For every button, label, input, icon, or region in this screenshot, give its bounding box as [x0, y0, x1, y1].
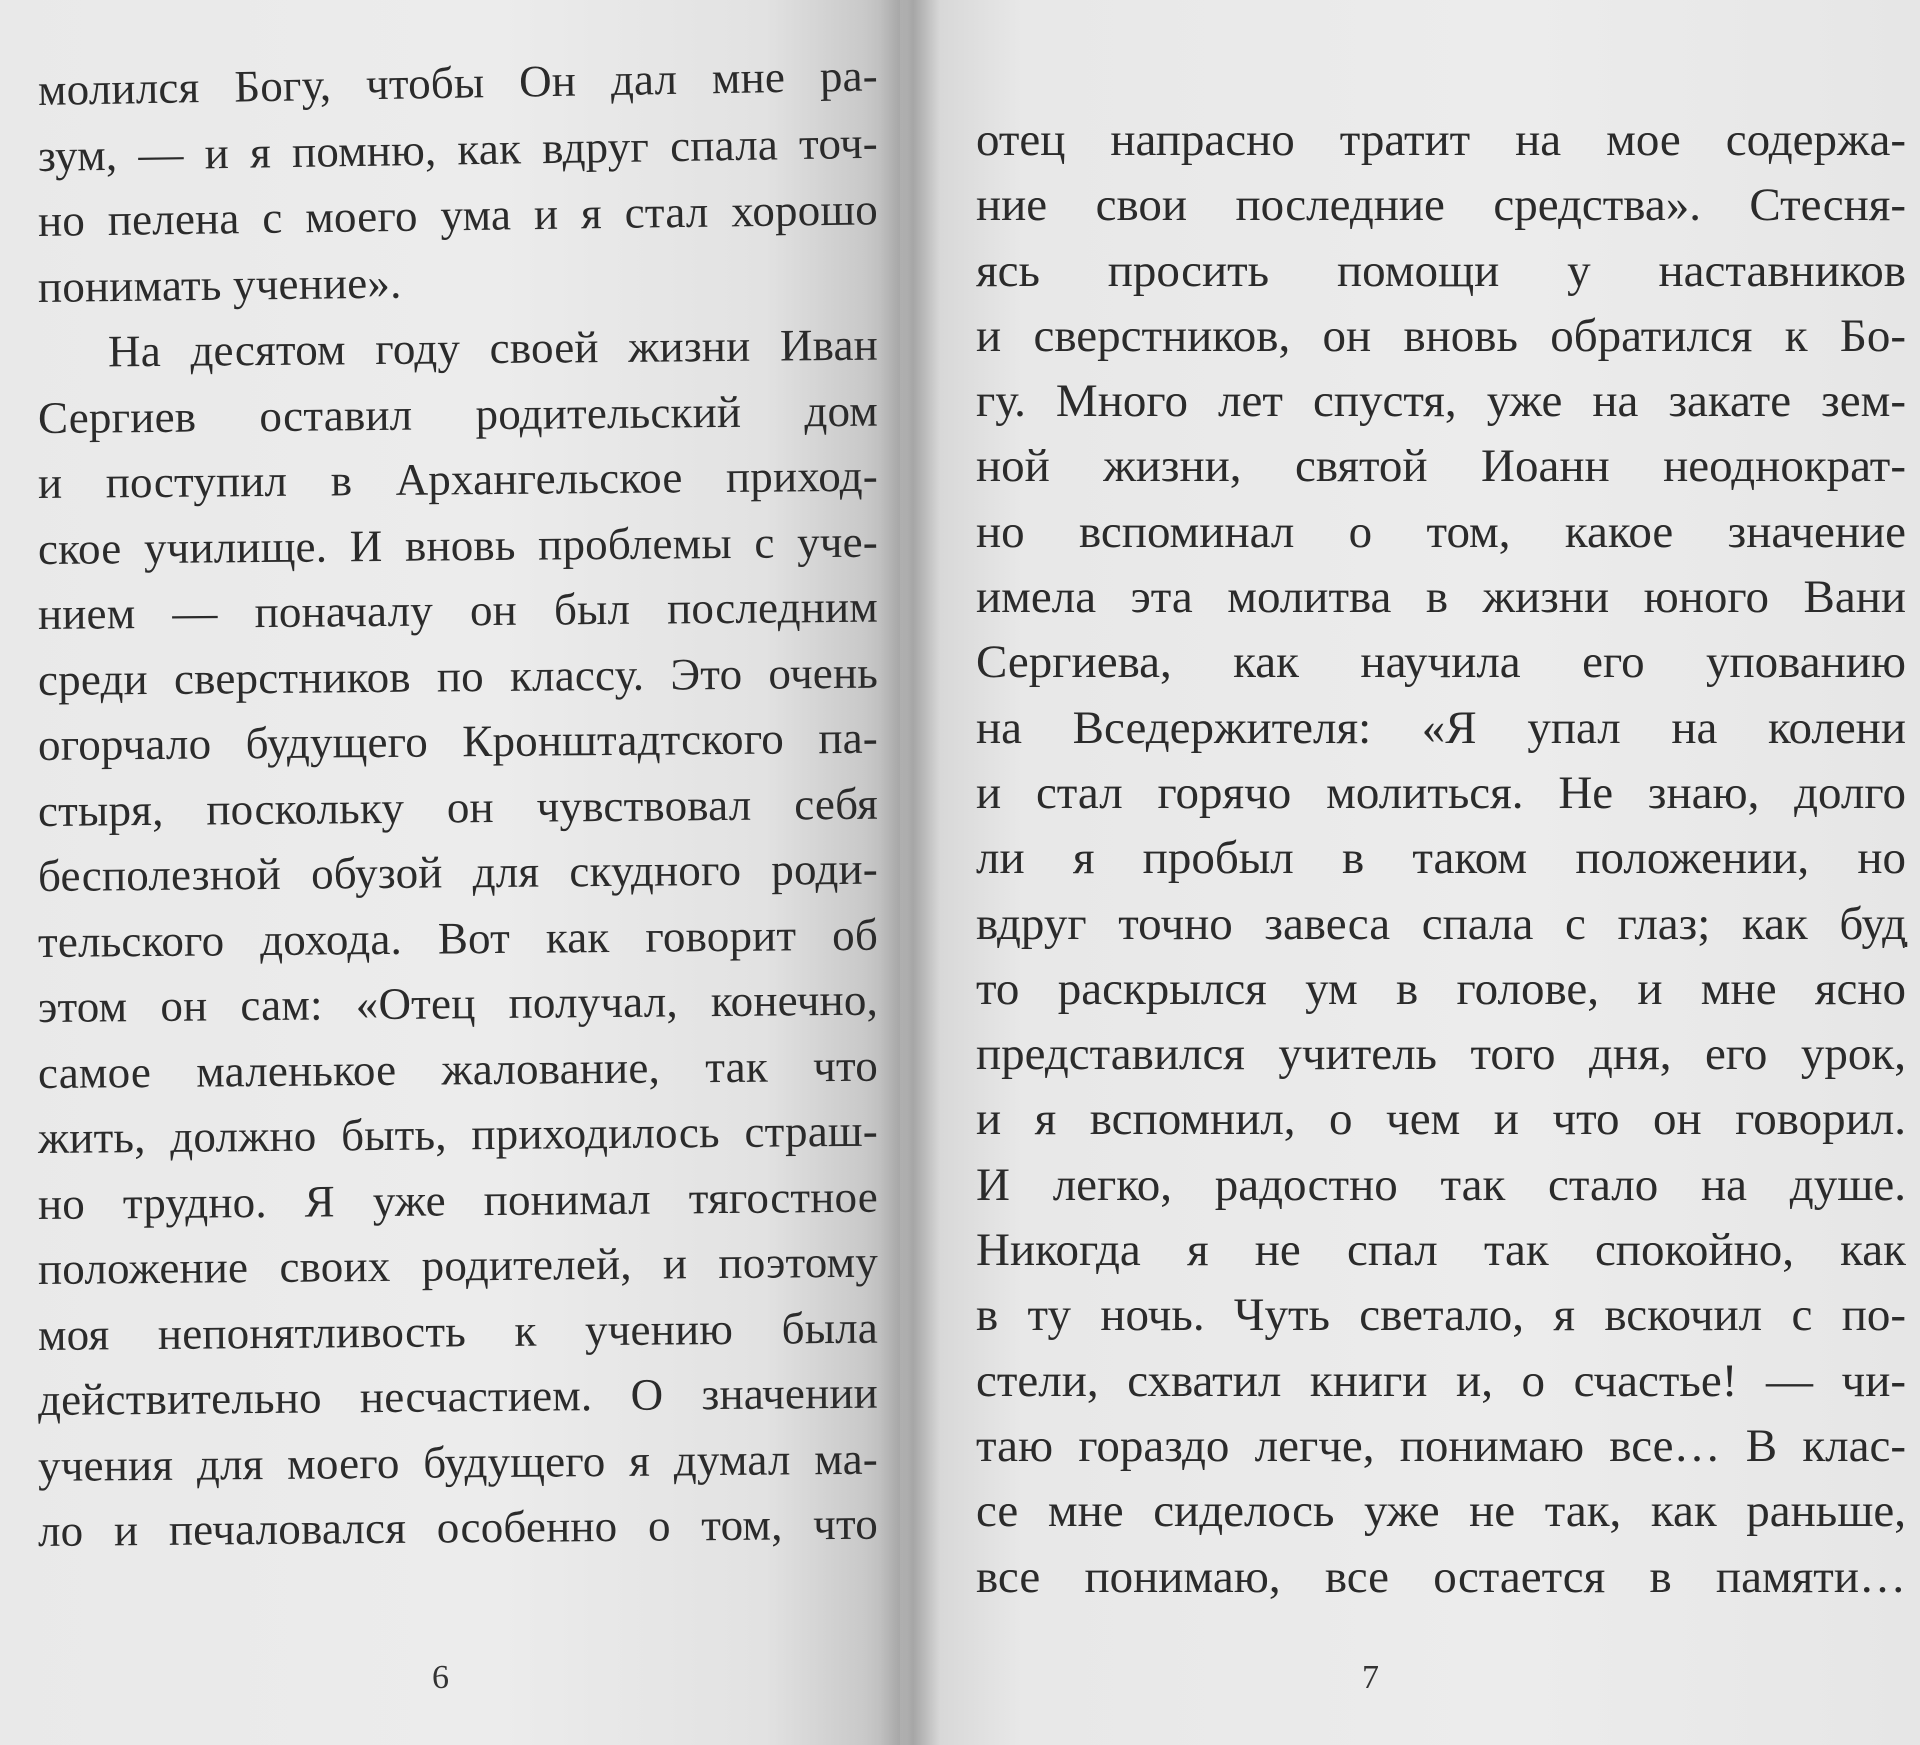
text-line: учения для моего будущего я думал ма-: [37, 1433, 879, 1491]
text-line: се мне сиделось уже не так, как раньше,: [976, 1485, 1906, 1538]
text-line: положение своих родителей, и поэтому: [37, 1236, 879, 1294]
text-line: тельского дохода. Вот как говорит об: [37, 909, 879, 967]
text-line: действительно несчастием. О значении: [37, 1367, 879, 1425]
text-line: гу. Много лет спустя, уже на закате зем-: [976, 375, 1906, 428]
text-line: вдруг точно завеса спала с глаз; как будֽ: [976, 897, 1906, 950]
text-line: ли я пробыл в таком положении, но: [976, 832, 1906, 885]
text-line: И легко, радостно так стало на душе.: [976, 1158, 1906, 1211]
text-line: имела эта молитва в жизни юного Вани: [976, 571, 1906, 624]
text-line: жить, должно быть, приходилось страш-: [37, 1105, 879, 1163]
text-line: ясь просить помощи у наставников: [976, 244, 1906, 297]
text-line: ское училище. И вновь проблемы с уче-: [37, 516, 879, 574]
text-line: и поступил в Архангельское приход-: [37, 450, 879, 508]
text-line: Сергиев оставил родительский дом: [37, 385, 879, 443]
left-page: [0, 0, 900, 1745]
text-line: в ту ночь. Чуть светало, я вскочил с по-: [976, 1289, 1906, 1342]
text-line: моя непонятливость к учению была: [37, 1302, 879, 1360]
page-number-left: 6: [432, 1659, 449, 1696]
text-line: и стал горячо молиться. Не знаю, долго: [976, 766, 1906, 819]
text-line: и сверстников, он вновь обратился к Бо-: [976, 309, 1906, 362]
text-line: бесполезной обузой для скудного роди-: [37, 843, 879, 901]
text-line: таю гораздо легче, понимаю все… В клас-: [976, 1419, 1906, 1472]
text-line: Никогда я не спал так спокойно, как: [976, 1224, 1906, 1277]
text-line: ло и печаловался особенно о том, что: [37, 1498, 879, 1556]
text-line: Сергиева, как научила его упованию: [976, 636, 1906, 689]
text-line: понимать учение».: [37, 257, 402, 312]
text-line: молился Богу, чтобы Он дал мне ра-: [37, 50, 879, 115]
text-line: этом он сам: «Отец получал, конечно,: [37, 974, 879, 1032]
text-line: представился учитель того дня, его урок,: [976, 1028, 1906, 1081]
text-line: но вспоминал о том, какое значение: [976, 505, 1906, 558]
left-page-text: [37, 50, 879, 1565]
text-line: то раскрылся ум в голове, и мне ясно: [976, 962, 1906, 1015]
text-line: ние свои последние средства». Стесня-: [976, 179, 1906, 232]
text-line: все понимаю, все остается в памяти…: [976, 1550, 1906, 1603]
text-line: самое маленькое жалование, так что: [37, 1040, 879, 1098]
text-line: на Вседержителя: «Я упал на колени: [976, 701, 1906, 754]
text-line: но пелена с моего ума и я стал хорошо: [37, 184, 879, 246]
text-line: стели, схватил книги и, о счастье! — чи-: [976, 1354, 1906, 1407]
text-line: огорчало будущего Кронштадтского па-: [37, 712, 879, 770]
text-line: и я вспомнил, о чем и что он говорил.: [976, 1093, 1906, 1146]
text-line: но трудно. Я уже понимал тягостное: [37, 1171, 879, 1229]
text-line: стыря, поскольку он чувствовал себя: [37, 778, 879, 836]
text-line: среди сверстников по классу. Это очень: [37, 647, 879, 705]
text-line: отец напрасно тратит на мое содержа-: [976, 114, 1906, 166]
right-page: [900, 0, 1920, 1745]
text-line: ной жизни, святой Иоанн неоднократ-: [976, 440, 1906, 493]
text-line: зум, — и я помню, как вдруг спала точ-: [37, 117, 879, 181]
right-page-text: [976, 108, 1906, 1610]
text-line: На десятом году своей жизни Иван: [107, 319, 879, 377]
page-number-right: 7: [1362, 1659, 1379, 1696]
text-line: нием — поначалу он был последним: [37, 581, 879, 639]
